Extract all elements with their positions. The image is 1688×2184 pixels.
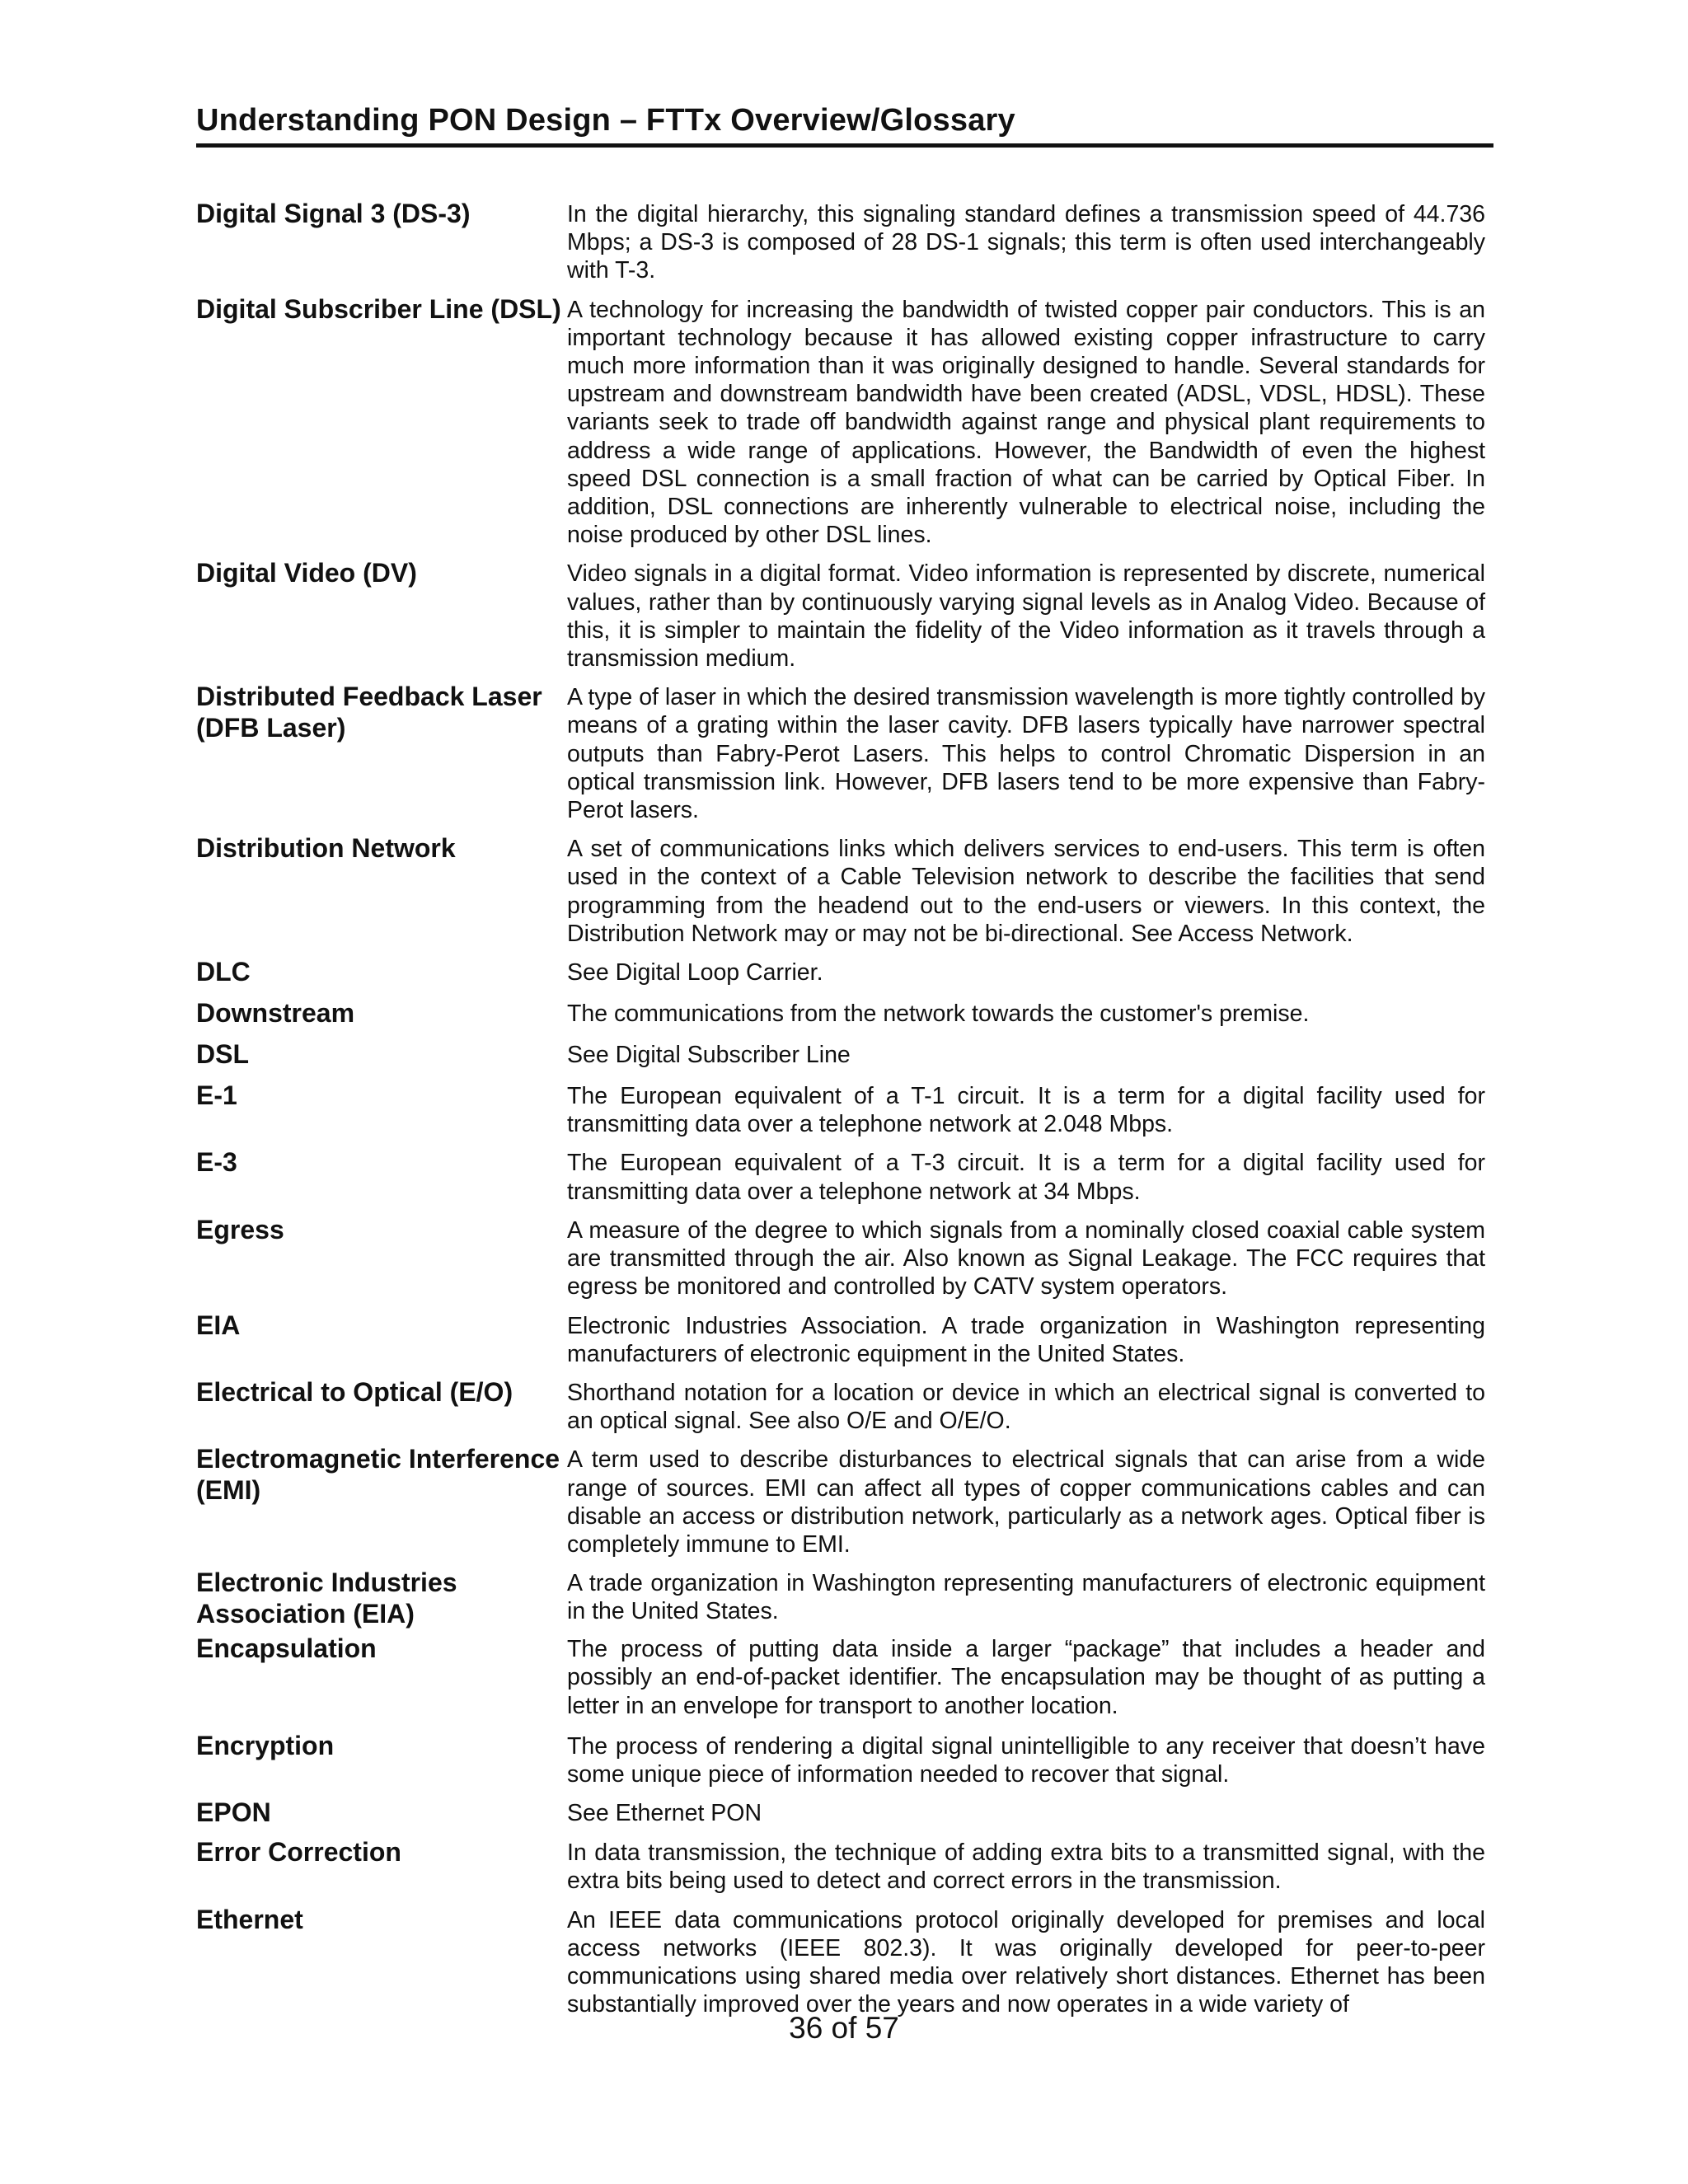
glossary-term: EPON bbox=[196, 1797, 271, 1828]
glossary-entry bbox=[196, 997, 1493, 1029]
glossary-term: Electrical to Optical (E/O) bbox=[196, 1376, 513, 1407]
glossary-definition: An IEEE data communications protocol originally developed for premises and local access networks (IEEE 802.3). It was originally developed for peer-to-peer communications using shared media over relatively short distances. Ethernet has been substantially improved over the years and now operates in a wide variety of bbox=[567, 1906, 1485, 2018]
page-title: Understanding PON Design – FTTx Overview/Glossary bbox=[196, 103, 1015, 138]
glossary-entry bbox=[196, 293, 1493, 550]
glossary-term: Digital Video (DV) bbox=[196, 558, 417, 588]
glossary-term: Electromagnetic Interference (EMI) bbox=[196, 1444, 560, 1506]
page-number: 36 of 57 bbox=[789, 2011, 899, 2045]
glossary-definition: See Ethernet PON bbox=[567, 1800, 762, 1827]
glossary-entry bbox=[196, 1443, 1493, 1558]
glossary-list bbox=[196, 198, 1493, 2018]
glossary-definition: A trade organization in Washington representing manufacturers of electronic equipment in the United States. bbox=[567, 1570, 1485, 1625]
glossary-definition: Video signals in a digital format. Video information is represented by discrete, numerical values, rather than by continuously varying signal levels as in Analog Video. Because of this, it is simpler to maintain the fidelity of the Video information as it travels through a transmission medium. bbox=[567, 560, 1485, 673]
glossary-entry bbox=[196, 1836, 1493, 1895]
glossary-entry bbox=[196, 1038, 1493, 1070]
glossary-term: Digital Signal 3 (DS-3) bbox=[196, 199, 471, 228]
glossary-term: E-3 bbox=[196, 1147, 237, 1178]
glossary-entry bbox=[196, 1730, 1493, 1788]
glossary-term: EIA bbox=[196, 1310, 241, 1340]
glossary-definition: The process of rendering a digital signal unintelligible to any receiver that doesn’t have some unique piece of information needed to recover that signal. bbox=[567, 1732, 1485, 1788]
glossary-entry bbox=[196, 1797, 1493, 1828]
glossary-term: Electronic Industries Association (EIA) bbox=[196, 1568, 457, 1629]
glossary-term: Distribution Network bbox=[196, 833, 456, 864]
glossary-definition: Electronic Industries Association. A trade organization in Washington representing manufacturers of electronic equipment in the United States. bbox=[567, 1312, 1485, 1367]
glossary-entry bbox=[196, 1146, 1493, 1205]
glossary-term: Egress bbox=[196, 1214, 284, 1244]
glossary-term: Digital Subscriber Line (DSL) bbox=[196, 293, 561, 324]
glossary-definition: A type of laser in which the desired transmission wavelength is more tightly controlled by means of a grating within the laser cavity. DFB lasers typically have narrower spectral outputs than Fabry-Perot Lasers. This helps to control Chromatic Dispersion in an optical transmission link. However, DFB lasers tend to be more expensive than Fabry-Perot lasers. bbox=[567, 684, 1485, 824]
glossary-definition: A term used to describe disturbances to electrical signals that can arise from a wide range of sources. EMI can affect all types of copper communications cables and can disable an access or distribution network, particularly as a network ages. Optical fiber is completely immune to EMI. bbox=[567, 1446, 1485, 1558]
glossary-definition: The process of putting data inside a larger “package” that includes a header and possibly an end-of-packet identifier. The encapsulation may be thought of as putting a letter in an envelope for transport to another location. bbox=[567, 1636, 1485, 1719]
glossary-entry bbox=[196, 1904, 1493, 2019]
glossary-term: DLC bbox=[196, 957, 251, 987]
glossary-entry bbox=[196, 1080, 1493, 1138]
glossary-entry bbox=[196, 832, 1493, 948]
glossary-entry bbox=[196, 198, 1493, 285]
glossary-entry bbox=[196, 956, 1493, 987]
glossary-term: Downstream bbox=[196, 998, 355, 1029]
glossary-definition: The communications from the network towards the customer's premise. bbox=[567, 1001, 1310, 1028]
glossary-term: Encryption bbox=[196, 1730, 335, 1760]
glossary-definition: A technology for increasing the bandwidth of twisted copper pair conductors. This is an important technology because it has allowed existing copper infrastructure to carry much more information than it was originally designed to handle. Several standards for upstream and downstream bandwidth have been created (ADSL, VDSL, HDSL). These variants seek to trade off bandwidth against range and physical plant requirements to address a wide range of applications. However, the Bandwidth of even the highest speed DSL connection is a small fraction of what can be carried by Optical Fiber. In addition, DSL connections are inherently vulnerable to electrical noise, including the noise produced by other DSL lines. bbox=[567, 296, 1485, 549]
glossary-term: Error Correction bbox=[196, 1837, 401, 1868]
glossary-definition: The European equivalent of a T-1 circuit. It is a term for a digital facility used for transmitting data over a telephone network at 2.048 Mbps. bbox=[567, 1083, 1485, 1138]
glossary-definition: The European equivalent of a T-3 circuit. It is a term for a digital facility used for transmitting data over a telephone network at 34 Mbps. bbox=[567, 1150, 1485, 1205]
glossary-definition: A measure of the degree to which signals from a nominally closed coaxial cable system are transmitted through the air. Also known as Signal Leakage. The FCC requires that egress be monitored and controlled by CATV system operators. bbox=[567, 1216, 1485, 1301]
glossary-entry bbox=[196, 1376, 1493, 1435]
glossary-term: E-1 bbox=[196, 1080, 237, 1111]
glossary-entry bbox=[196, 1633, 1493, 1720]
glossary-definition: A set of communications links which delivers services to end-users. This term is often used in the context of a Cable Television network to describe the facilities that send programming from the headend out to the end-users or viewers. In this context, the Distribution Network may or may not be bi-directional. See Access Network. bbox=[567, 836, 1485, 947]
glossary-entry bbox=[196, 1310, 1493, 1368]
glossary-definition: See Digital Subscriber Line bbox=[567, 1042, 851, 1069]
glossary-definition: In the digital hierarchy, this signaling standard defines a transmission speed of 44.736 Mbps; a DS-3 is composed of 28 DS-1 signals; this term is often used interchangeably with T-3. bbox=[567, 201, 1485, 284]
glossary-entry bbox=[196, 557, 1493, 673]
glossary-entry bbox=[196, 681, 1493, 824]
glossary-definition: See Digital Loop Carrier. bbox=[567, 959, 823, 987]
glossary-term: Distributed Feedback Laser (DFB Laser) bbox=[196, 682, 542, 743]
glossary-definition: In data transmission, the technique of adding extra bits to a transmitted signal, with the extra bits being used to detect and correct errors in the transmission. bbox=[567, 1840, 1485, 1895]
glossary-definition: Shorthand notation for a location or device in which an electrical signal is converted to an optical signal. See also O/E and O/E/O. bbox=[567, 1379, 1485, 1435]
glossary-entry bbox=[196, 1567, 1493, 1629]
glossary-term: Ethernet bbox=[196, 1904, 303, 1934]
glossary-entry bbox=[196, 1214, 1493, 1301]
page-header bbox=[196, 97, 1493, 148]
glossary-term: Encapsulation bbox=[196, 1633, 377, 1664]
glossary-term: DSL bbox=[196, 1039, 249, 1070]
